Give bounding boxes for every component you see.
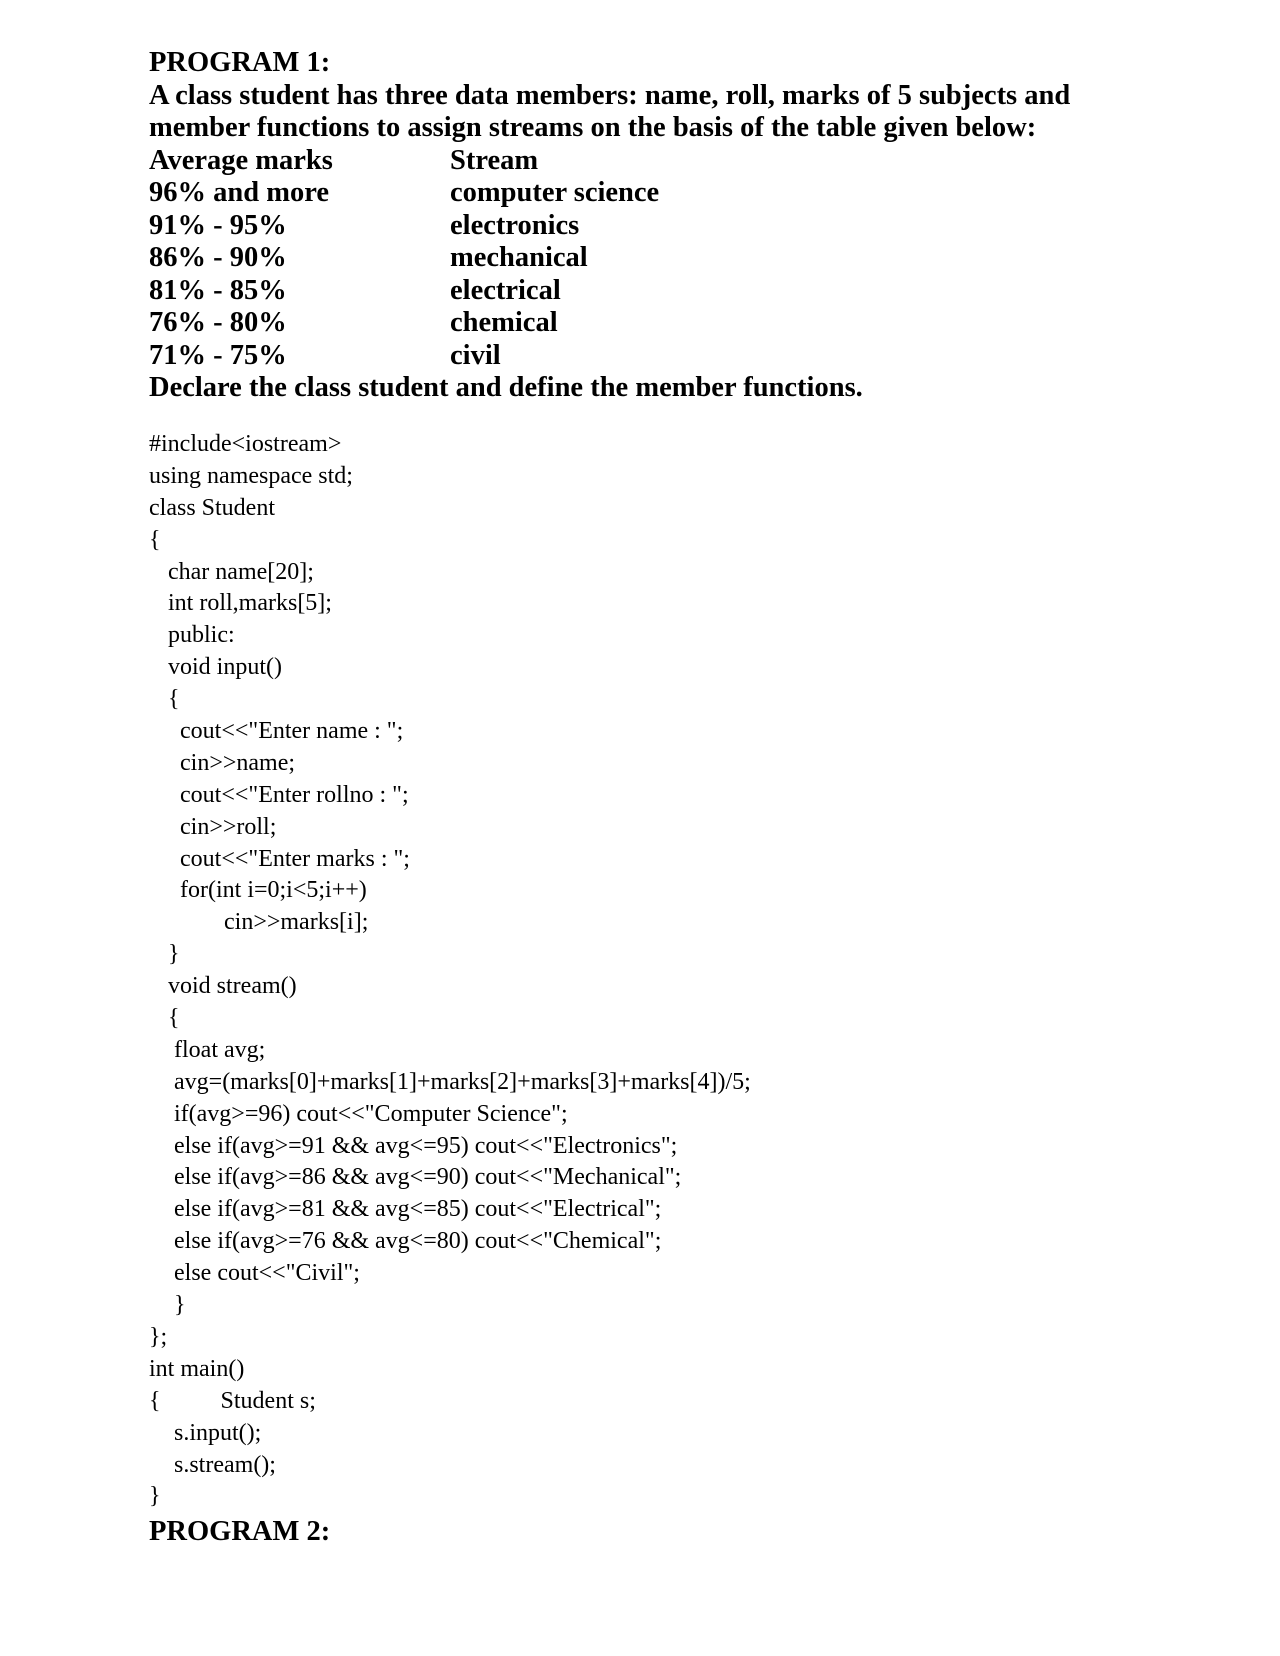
code-line: cin>>marks[i]; <box>224 909 369 936</box>
table-row <box>149 210 1149 243</box>
description-line: A class student has three data members: name, roll, marks of 5 subjects and <box>149 79 1071 111</box>
code-line: cout<<"Enter name : "; <box>180 718 404 745</box>
table-row <box>149 275 1149 308</box>
code-line: public: <box>168 622 235 649</box>
code-line: s.input(); <box>174 1419 262 1446</box>
program-1-title: PROGRAM 1: <box>149 47 331 78</box>
code-line: else if(avg>=86 && avg<=90) cout<<"Mechanical"; <box>174 1164 682 1191</box>
code-line: cout<<"Enter marks : "; <box>180 845 410 872</box>
code-line: { <box>149 526 161 553</box>
code-line: else if(avg>=91 && avg<=95) cout<<"Electronics"; <box>174 1132 678 1159</box>
stream-cell: electronics <box>450 209 580 241</box>
average-marks-cell: 76% - 80% <box>149 307 287 338</box>
average-marks-cell: 86% - 90% <box>149 242 287 273</box>
table-row <box>149 340 1149 373</box>
code-line: float avg; <box>174 1036 266 1063</box>
code-line: else cout<<"Civil"; <box>174 1260 360 1287</box>
code-line: avg=(marks[0]+marks[1]+marks[2]+marks[3]+marks[4])/5; <box>174 1068 751 1095</box>
code-line: { Student s; <box>149 1387 316 1414</box>
code-line: } <box>174 1292 186 1319</box>
column-header-average-marks: Average marks <box>149 144 333 176</box>
code-line: cout<<"Enter rollno : "; <box>180 781 409 808</box>
program-2-title: PROGRAM 2: <box>149 1516 331 1547</box>
program-1-statement <box>149 47 1149 405</box>
table-row <box>149 242 1149 275</box>
code-line: int main() <box>149 1355 245 1382</box>
code-line: } <box>149 1483 161 1510</box>
table-row <box>149 307 1149 340</box>
column-header-stream: Stream <box>450 144 539 176</box>
table-row <box>149 177 1149 210</box>
code-line: }; <box>149 1323 168 1350</box>
code-line: using namespace std; <box>149 462 353 489</box>
code-line: s.stream(); <box>174 1451 276 1478</box>
code-line: #include<iostream> <box>149 431 342 457</box>
average-marks-cell: 71% - 75% <box>149 339 287 371</box>
code-line: void stream() <box>168 973 297 1000</box>
code-line: class Student <box>149 494 275 521</box>
stream-cell: computer science <box>450 177 660 208</box>
task-statement: Declare the class student and define the member functions. <box>149 372 863 403</box>
code-line: else if(avg>=76 && avg<=80) cout<<"Chemical"; <box>174 1228 662 1255</box>
table-header-row <box>149 145 1149 178</box>
average-marks-cell: 91% - 95% <box>149 209 287 241</box>
description-line: member functions to assign streams on the basis of the table given below: <box>149 112 1037 143</box>
stream-cell: mechanical <box>450 242 588 273</box>
code-line: if(avg>=96) cout<<"Computer Science"; <box>174 1100 568 1127</box>
code-line: int roll,marks[5]; <box>168 590 332 617</box>
code-line: } <box>168 941 180 968</box>
code-line: for(int i=0;i<5;i++) <box>180 877 367 904</box>
code-line: char name[20]; <box>168 558 314 585</box>
stream-cell: chemical <box>450 307 558 338</box>
code-line: else if(avg>=81 && avg<=85) cout<<"Electrical"; <box>174 1196 662 1223</box>
code-line: void input() <box>168 654 282 681</box>
stream-cell: electrical <box>450 274 561 306</box>
code-line: { <box>168 1005 180 1032</box>
stream-table <box>149 145 1149 373</box>
average-marks-cell: 96% and more <box>149 177 329 208</box>
code-line: { <box>168 686 180 713</box>
stream-cell: civil <box>450 339 501 371</box>
average-marks-cell: 81% - 85% <box>149 274 287 306</box>
code-line: cin>>roll; <box>180 813 277 840</box>
code-listing <box>149 429 1149 1513</box>
code-line: cin>>name; <box>180 749 296 776</box>
